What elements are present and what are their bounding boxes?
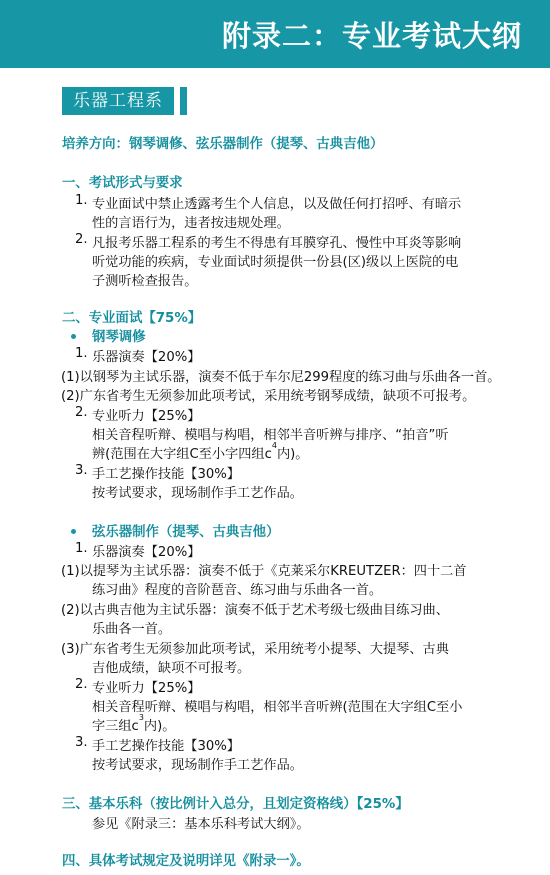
list-item-cont: 按考试要求，现场制作手工艺作品。	[92, 758, 303, 773]
department-accent-bar	[180, 87, 187, 115]
list-item: 乐器演奏【20%】	[92, 350, 201, 365]
text: 辨(范围在大字组C至小字四组c	[92, 447, 272, 462]
list-number: 3.	[75, 463, 88, 478]
list-item-cont: 子测听检查报告。	[92, 274, 198, 289]
bullet-icon	[71, 334, 76, 339]
text: 内)。	[143, 719, 176, 734]
page-header	[0, 0, 550, 68]
list-item-cont	[92, 715, 175, 734]
sub-item-cont: 练习曲》程度的音阶琶音、练习曲与乐曲各一首。	[92, 583, 383, 598]
superscript: 4	[271, 441, 277, 450]
section-1-title: 一、考试形式与要求	[62, 176, 183, 191]
list-item-cont: 听觉功能的疾病，专业面试时须提供一份县(区)级以上医院的电	[92, 255, 459, 270]
sub-item: (2)以古典吉他为主试乐器：演奏不低于艺术考级七级曲目练习曲、	[61, 603, 449, 618]
page-title: 附录二：专业考试大纲	[221, 19, 522, 53]
list-item-cont	[92, 443, 308, 462]
list-number: 1.	[75, 193, 88, 208]
bullet-icon	[71, 529, 76, 534]
sub-item: (1)以提琴为主试乐器：演奏不低于《克莱采尔KREUTZER：四十二首	[61, 564, 467, 579]
list-item-cont: 相关音程听辩、模唱与构唱，相邻半音听辨与排序、“拍音”听	[92, 428, 449, 443]
list-item: 手工艺操作技能【30%】	[92, 739, 240, 754]
list-item: 手工艺操作技能【30%】	[92, 467, 240, 482]
list-item-cont: 性的言语行为，违者按违规处理。	[92, 216, 290, 231]
list-item-cont: 相关音程听辩、模唱与构唱，相邻半音听辨(范围在大字组C至小	[92, 700, 463, 715]
list-item: 乐器演奏【20%】	[92, 545, 201, 560]
list-number: 3.	[75, 735, 88, 750]
list-number: 2.	[75, 405, 88, 420]
list-number: 2.	[75, 232, 88, 247]
list-item-cont: 按考试要求，现场制作手工艺作品。	[92, 486, 303, 501]
sub-item: (3)广东省考生无须参加此项考试，采用统考小提琴、大提琴、古典	[61, 642, 449, 657]
text: 字三组c	[92, 719, 139, 734]
subsection-strings: 弦乐器制作（提琴、古典吉他）	[92, 525, 280, 540]
text: 内)。	[276, 447, 309, 462]
superscript: 3	[138, 713, 144, 722]
subsection-piano: 钢琴调修	[92, 330, 146, 345]
section-4-title: 四、具体考试规定及说明详见《附录一》。	[62, 854, 310, 869]
list-number: 1.	[75, 541, 88, 556]
section-2-title: 二、专业面试【75%】	[62, 311, 202, 326]
training-direction: 培养方向：钢琴调修、弦乐器制作（提琴、古典吉他）	[62, 137, 384, 152]
list-item: 专业面试中禁止透露考生个人信息，以及做任何打招呼、有暗示	[92, 197, 462, 212]
section-3-title: 三、基本乐科（按比例计入总分，且划定资格线）【25%】	[62, 797, 409, 812]
department-label: 乐器工程系	[62, 87, 174, 115]
sub-item-cont: 乐曲各一首。	[92, 622, 172, 637]
list-number: 1.	[75, 346, 88, 361]
sub-item-cont: 吉他成绩，缺项不可报考。	[92, 661, 251, 676]
list-item: 专业听力【25%】	[92, 681, 201, 696]
list-item: 凡报考乐器工程系的考生不得患有耳膜穿孔、慢性中耳炎等影响	[92, 236, 462, 251]
list-number: 2.	[75, 677, 88, 692]
sub-item: (1)以钢琴为主试乐器，演奏不低于车尔尼299程度的练习曲与乐曲各一首。	[61, 370, 501, 385]
sub-item: (2)广东省考生无须参加此项考试，采用统考钢琴成绩，缺项不可报考。	[61, 389, 476, 404]
list-item: 专业听力【25%】	[92, 409, 201, 424]
section-3-text: 参见《附录三：基本乐科考试大纲》。	[92, 817, 310, 832]
